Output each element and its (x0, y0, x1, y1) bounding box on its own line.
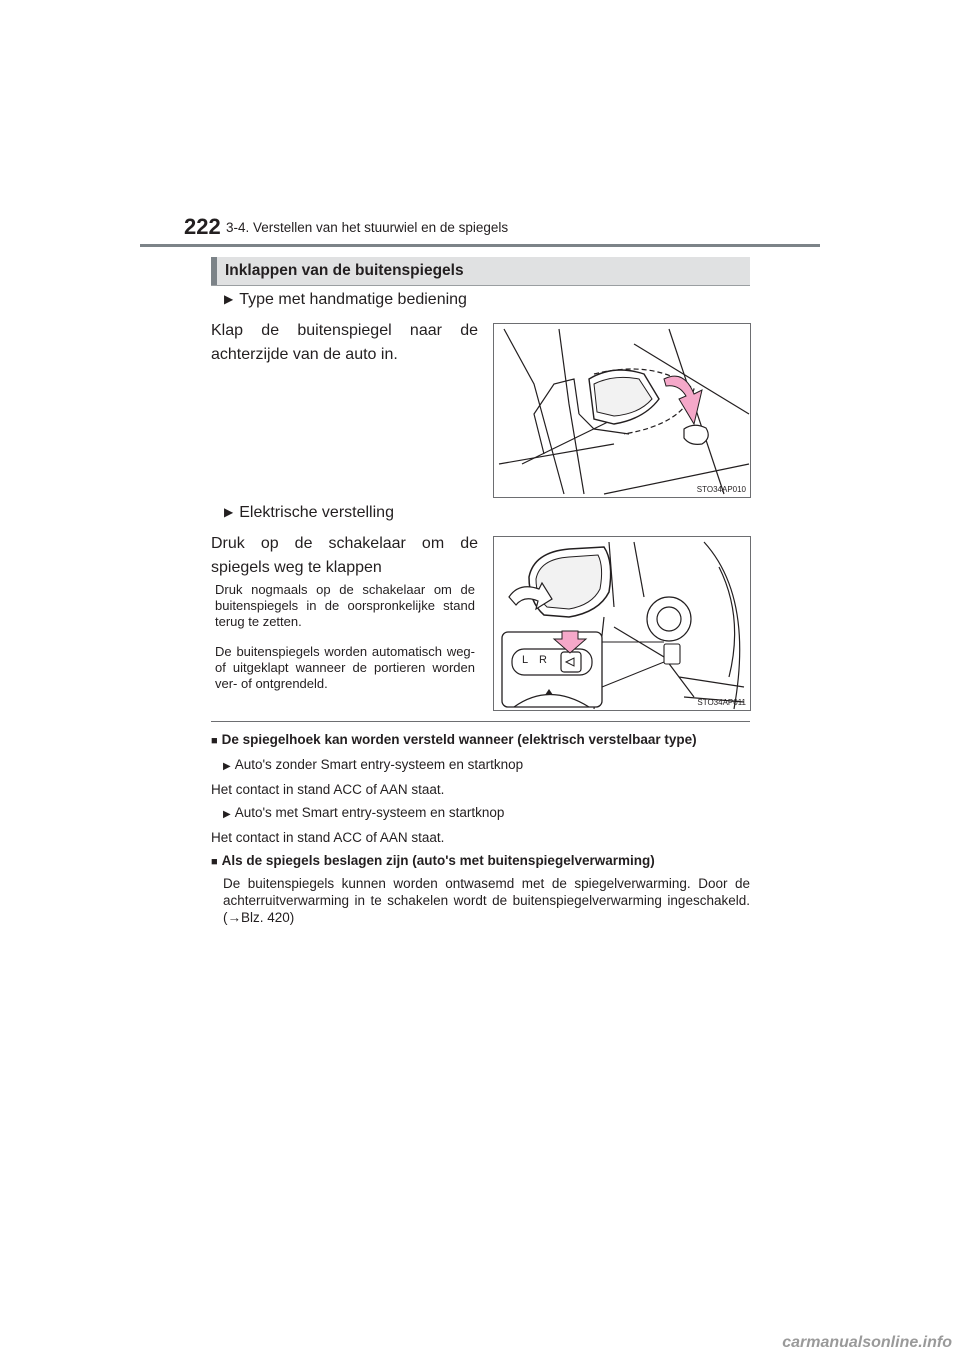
switch-right-label: R (539, 654, 547, 666)
triangle-bullet-icon: ▶ (224, 292, 234, 306)
switch-left-label: L (522, 654, 529, 666)
info-heading-text: De spiegelhoek kan worden versteld wanneer (elektrisch verstelbaar type) (221, 732, 697, 747)
section-divider (211, 721, 750, 722)
mirror-switch-illustration (494, 537, 750, 710)
square-bullet-icon: ■ (211, 856, 218, 868)
info-sub-no-smart-entry (211, 756, 750, 775)
manual-type-label: Type met handmatige bediening (239, 291, 467, 308)
info-text-no-smart-entry: Het contact in stand ACC of AAN staat. (211, 782, 445, 797)
figure-code: STO34AP010 (696, 485, 746, 494)
triangle-bullet-icon: ▶ (224, 505, 234, 519)
manual-instruction: Klap de buitenspiegel naar de achterzijde van de auto in. (211, 322, 478, 363)
info-text-mirror-heater: De buitenspiegels kunnen worden ontwasemd met de spiegelverwarming. Door de achterruitverwarming in te schakelen wordt de buitenspiegelverwarming ingeschakeld. (→Blz. 420) (223, 876, 750, 925)
info-sub-text: Auto's zonder Smart entry-systeem en startknop (234, 757, 524, 772)
manual-type-bullet (224, 291, 467, 309)
info-heading-mirror-angle (211, 731, 750, 750)
footer-site: carmanualsonline.info (782, 1334, 952, 1351)
mirror-fold-illustration (494, 324, 750, 497)
section-accent (211, 257, 217, 285)
triangle-bullet-icon: ▶ (223, 761, 231, 772)
figure-electric-fold (493, 536, 751, 711)
electric-type-label: Elektrische verstelling (239, 504, 394, 521)
section-title: Inklappen van de buitenspiegels (225, 262, 464, 279)
electric-note-auto: De buitenspiegels worden automatisch weg- of uitgeklapt wanneer de portieren worden ver- of ontgrendeld. (215, 644, 475, 691)
electric-type-bullet (224, 504, 394, 522)
page-number: 222 (184, 214, 221, 239)
electric-note-restore: Druk nogmaals op de schakelaar om de buitenspiegels in de oorspronkelijke stand terug te zetten. (215, 582, 475, 629)
figure-manual-fold (493, 323, 751, 498)
info-sub-text: Auto's met Smart entry-systeem en startknop (234, 805, 505, 820)
header-rule (140, 244, 820, 247)
info-text-smart-entry: Het contact in stand ACC of AAN staat. (211, 830, 445, 845)
info-sub-smart-entry (211, 804, 750, 823)
section-heading-bar (211, 257, 750, 286)
electric-instruction: Druk op de schakelaar om de spiegels weg te klappen (211, 535, 478, 576)
figure-code: STO34AP011 (697, 698, 746, 707)
info-heading-text: Als de spiegels beslagen zijn (auto's met buitenspiegelverwarming) (221, 853, 655, 868)
info-heading-fogged-mirrors (211, 852, 750, 871)
chapter-title: 3-4. Verstellen van het stuurwiel en de spiegels (226, 220, 509, 235)
triangle-bullet-icon: ▶ (223, 809, 231, 820)
square-bullet-icon: ■ (211, 735, 218, 747)
info-block (211, 731, 750, 926)
